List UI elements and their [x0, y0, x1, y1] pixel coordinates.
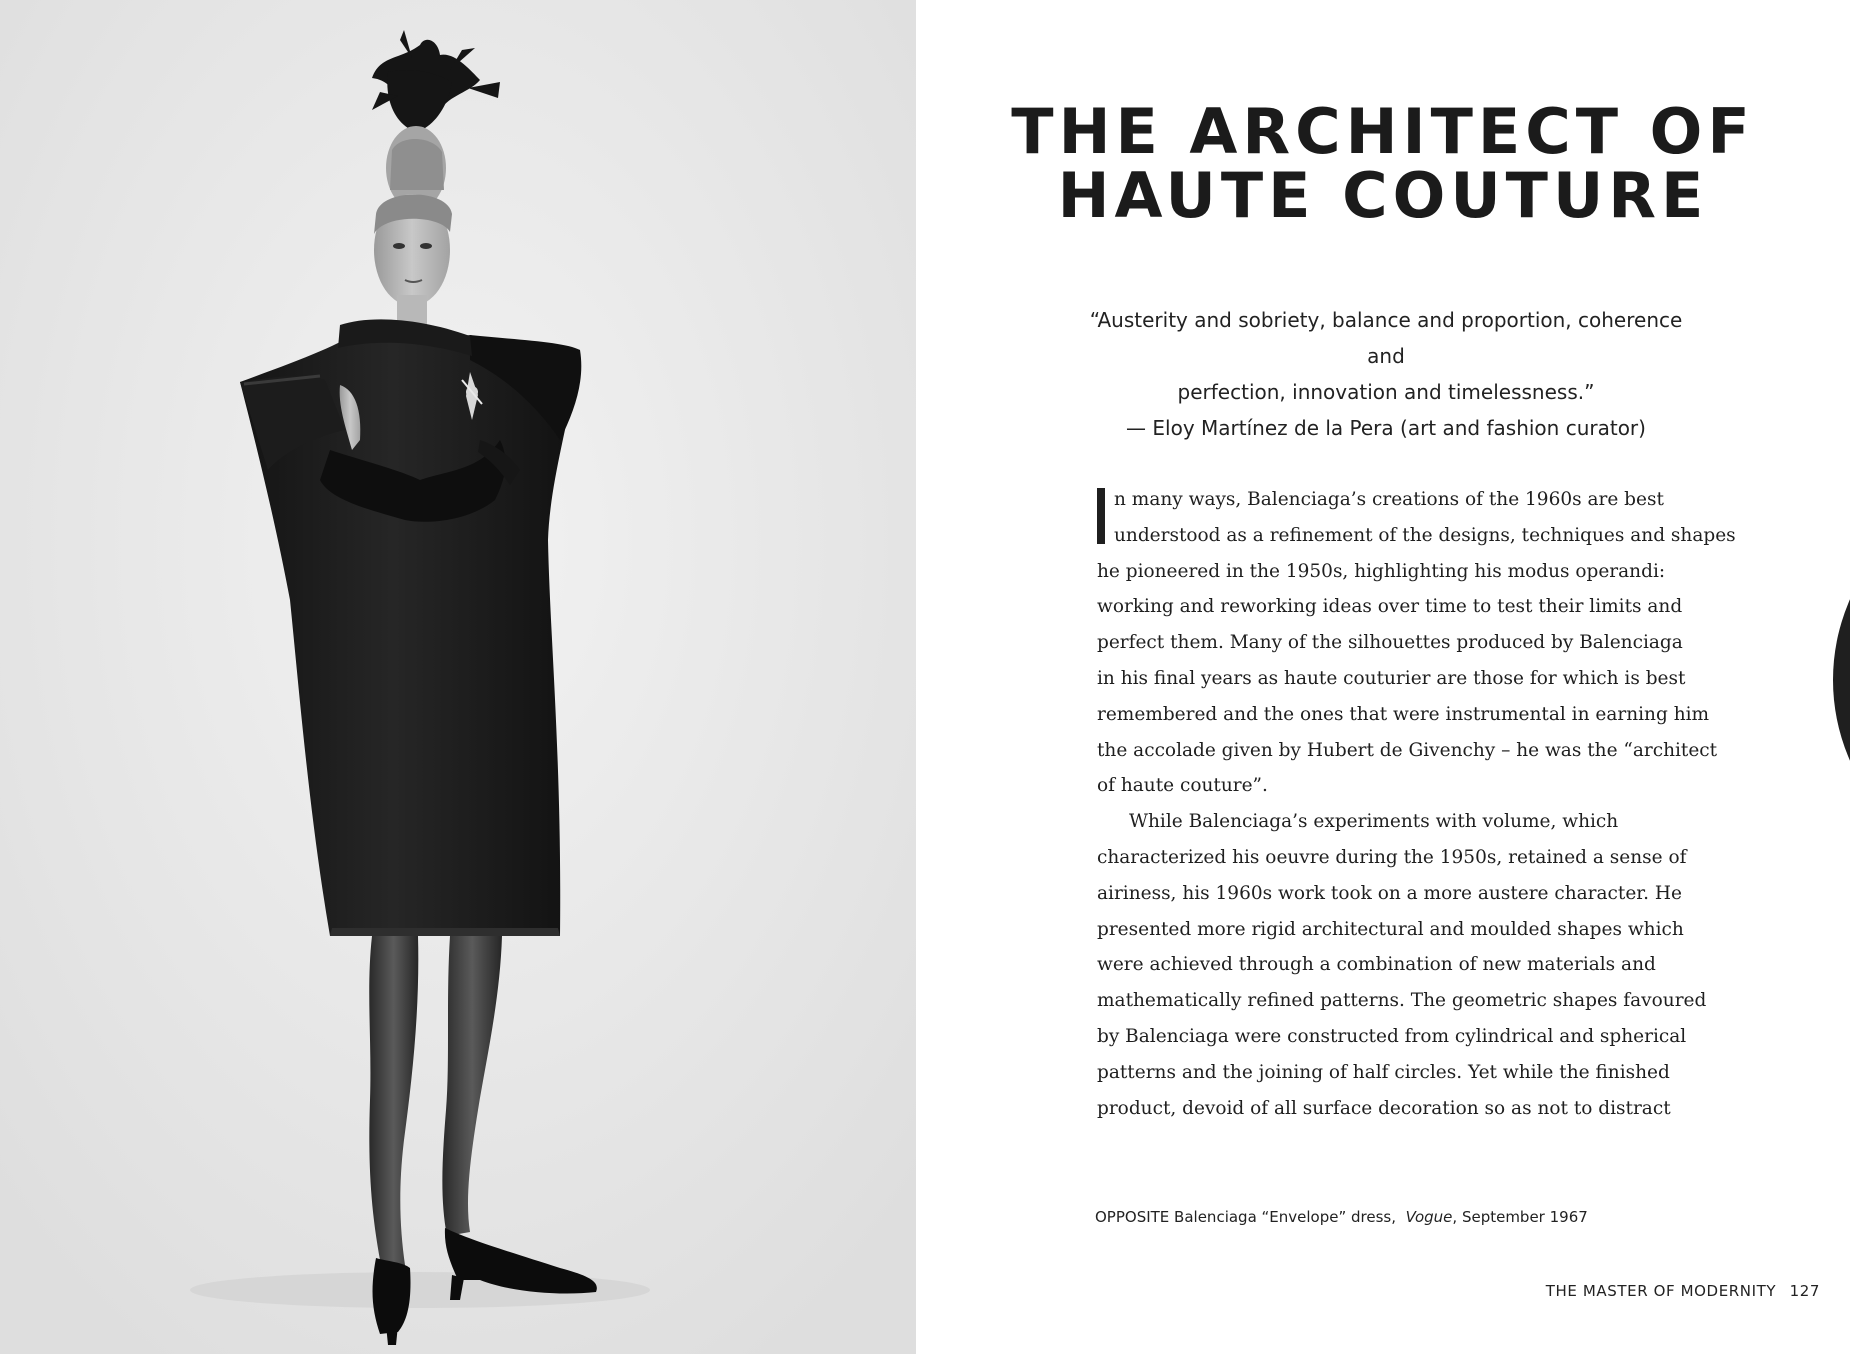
body-line: in his final years as haute couturier are those for which is best	[1097, 667, 1686, 689]
model-illustration	[0, 0, 916, 1354]
caption-tail: , September 1967	[1452, 1208, 1588, 1226]
page-title	[916, 95, 1850, 232]
title-line-2: HAUTE COUTURE	[1057, 159, 1709, 232]
page-number: 127	[1789, 1282, 1820, 1300]
title-line-1: THE ARCHITECT OF	[1011, 95, 1755, 168]
fashion-photograph	[0, 0, 916, 1354]
body-line: perfect them. Many of the silhouettes produced by Balenciaga	[1097, 632, 1683, 654]
body-line: by Balenciaga were constructed from cylindrical and spherical	[1097, 1025, 1687, 1047]
text-page	[916, 0, 1850, 1354]
body-line: remembered and the ones that were instrumental in earning him	[1097, 703, 1710, 725]
quote-attribution: — Eloy Martínez de la Pera (art and fashion curator)	[1126, 416, 1646, 440]
body-line: presented more rigid architectural and moulded shapes which	[1097, 918, 1684, 940]
body-line: While Balenciaga’s experiments with volume, which	[1129, 811, 1619, 833]
caption-lead: OPPOSITE Balenciaga “Envelope” dress,	[1095, 1208, 1397, 1226]
quote-line-1: “Austerity and sobriety, balance and proportion, coherence and	[1089, 308, 1683, 368]
body-line: he pioneered in the 1950s, highlighting his modus operandi:	[1097, 560, 1666, 582]
body-line: working and reworking ideas over time to test their limits and	[1097, 596, 1683, 618]
body-line: airiness, his 1960s work took on a more austere character. He	[1097, 882, 1682, 904]
quote-line-2: perfection, innovation and timelessness.”	[1177, 380, 1595, 404]
decorative-circle-right	[1833, 480, 1850, 880]
body-line: were achieved through a combination of new materials and	[1097, 954, 1656, 976]
body-line: of haute couture”.	[1097, 775, 1268, 797]
page-footer	[1546, 1282, 1820, 1300]
body-line: n many ways, Balenciaga’s creations of the 1960s are best	[1114, 489, 1664, 510]
body-line: product, devoid of all surface decoration so as not to distract	[1097, 1097, 1671, 1119]
photo-caption	[1095, 1208, 1588, 1226]
caption-publication: Vogue	[1405, 1208, 1453, 1226]
body-line: mathematically refined patterns. The geometric shapes favoured	[1097, 990, 1707, 1012]
body-line: understood as a refinement of the designs, techniques and shapes	[1114, 524, 1736, 546]
body-text	[1097, 482, 1736, 1126]
body-line: characterized his oeuvre during the 1950s, retained a sense of	[1097, 846, 1687, 868]
drop-cap	[1097, 488, 1105, 544]
body-line: patterns and the joining of half circles. Yet while the finished	[1097, 1061, 1670, 1083]
running-head: THE MASTER OF MODERNITY	[1545, 1282, 1777, 1300]
body-line: the accolade given by Hubert de Givenchy – he was the “architect	[1097, 739, 1718, 761]
epigraph-quote	[1076, 302, 1696, 446]
